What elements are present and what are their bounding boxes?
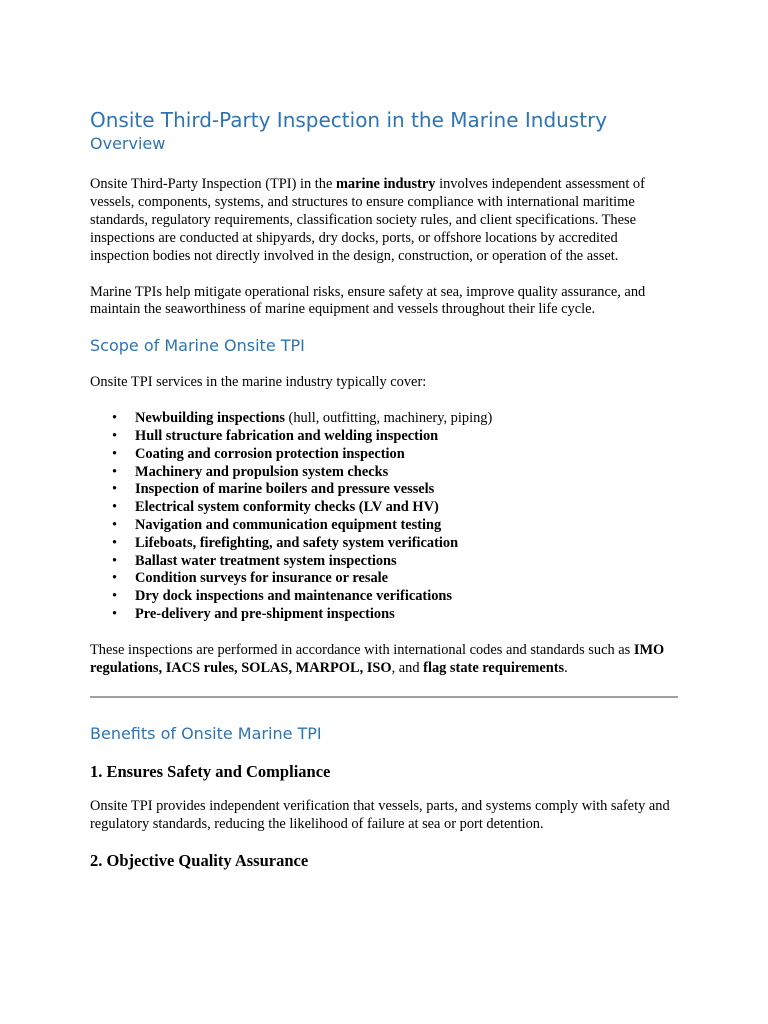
- scope-item-label: Hull structure fabrication and welding inspection: [135, 428, 439, 445]
- benefit-2-heading: 2. Objective Quality Assurance: [90, 851, 309, 871]
- scope-item: [90, 588, 678, 606]
- scope-item: [90, 410, 678, 428]
- intro-text-after: involves independent assessment of vessels, components, systems, and structures to ensure compliance with international maritime standards, regulatory requirements, classification society rules, and client specifications. These inspections are conducted at shipyards, dry docks, ports, or offshore locations by accredited inspection bodies not directly involved in the design, construction, or operation of the asset.: [90, 176, 645, 264]
- scope-item-bold: Newbuilding inspections: [135, 410, 285, 427]
- benefits-heading: Benefits of Onsite Marine TPI: [90, 723, 322, 743]
- scope-item: [90, 553, 678, 571]
- scope-item: [90, 464, 678, 482]
- scope-item: [90, 446, 678, 464]
- overview-heading: Overview: [90, 134, 166, 153]
- scope-item-label: Electrical system conformity checks (LV and HV): [135, 499, 439, 516]
- benefit-1-text: Onsite TPI provides independent verification that vessels, parts, and systems comply with safety and regulatory standards, reducing the likelihood of failure at sea or port detention.: [90, 797, 670, 832]
- standards-text-1: These inspections are performed in accordance with international codes and standards such as: [90, 641, 634, 658]
- scope-item: [90, 481, 678, 499]
- scope-item-label: Dry dock inspections and maintenance verifications: [135, 588, 452, 605]
- intro-text-before: Onsite Third-Party Inspection (TPI) in the: [90, 176, 336, 192]
- standards-paragraph: [90, 642, 678, 678]
- scope-item-label: Condition surveys for insurance or resale: [135, 570, 389, 587]
- document-body: [90, 107, 678, 872]
- scope-item: [90, 535, 678, 553]
- scope-item-detail: (hull, outfitting, machinery, piping): [284, 410, 493, 427]
- standards-text-2: , and: [391, 659, 424, 676]
- scope-item-label: Machinery and propulsion system checks: [135, 463, 389, 480]
- intro-paragraph: [90, 176, 678, 266]
- scope-item-label: Ballast water treatment system inspections: [135, 552, 397, 569]
- standards-bold-1: IMO regulations, IACS rules, SOLAS, MARPOL, ISO: [90, 641, 665, 676]
- scope-item: [90, 499, 678, 517]
- scope-item: [90, 570, 678, 588]
- scope-item-label: Pre-delivery and pre-shipment inspections: [135, 606, 395, 623]
- scope-intro: Onsite TPI services in the marine industry typically cover:: [90, 374, 427, 391]
- scope-item: [90, 606, 678, 624]
- intro-paragraph-2: Marine TPIs help mitigate operational risks, ensure safety at sea, improve quality assurance, and maintain the seaworthiness of marine equipment and vessels throughout their life cycle.: [90, 283, 646, 318]
- intro-bold-marine-industry: marine industry: [335, 176, 436, 192]
- scope-item: [90, 517, 678, 535]
- section-divider: [90, 696, 678, 698]
- benefit-1-heading: 1. Ensures Safety and Compliance: [90, 761, 331, 781]
- scope-item: [90, 428, 678, 446]
- scope-item-label: Inspection of marine boilers and pressure vessels: [135, 481, 435, 498]
- document-title: Onsite Third-Party Inspection in the Marine Industry: [90, 108, 608, 132]
- standards-bold-2: flag state requirements: [423, 659, 565, 676]
- scope-list: [90, 410, 678, 624]
- standards-text-3: .: [564, 659, 568, 676]
- scope-item-label: Coating and corrosion protection inspection: [135, 445, 405, 462]
- scope-heading: Scope of Marine Onsite TPI: [90, 336, 305, 356]
- scope-item-label: Navigation and communication equipment testing: [135, 517, 442, 534]
- scope-item-label: Lifeboats, firefighting, and safety system verification: [135, 534, 459, 551]
